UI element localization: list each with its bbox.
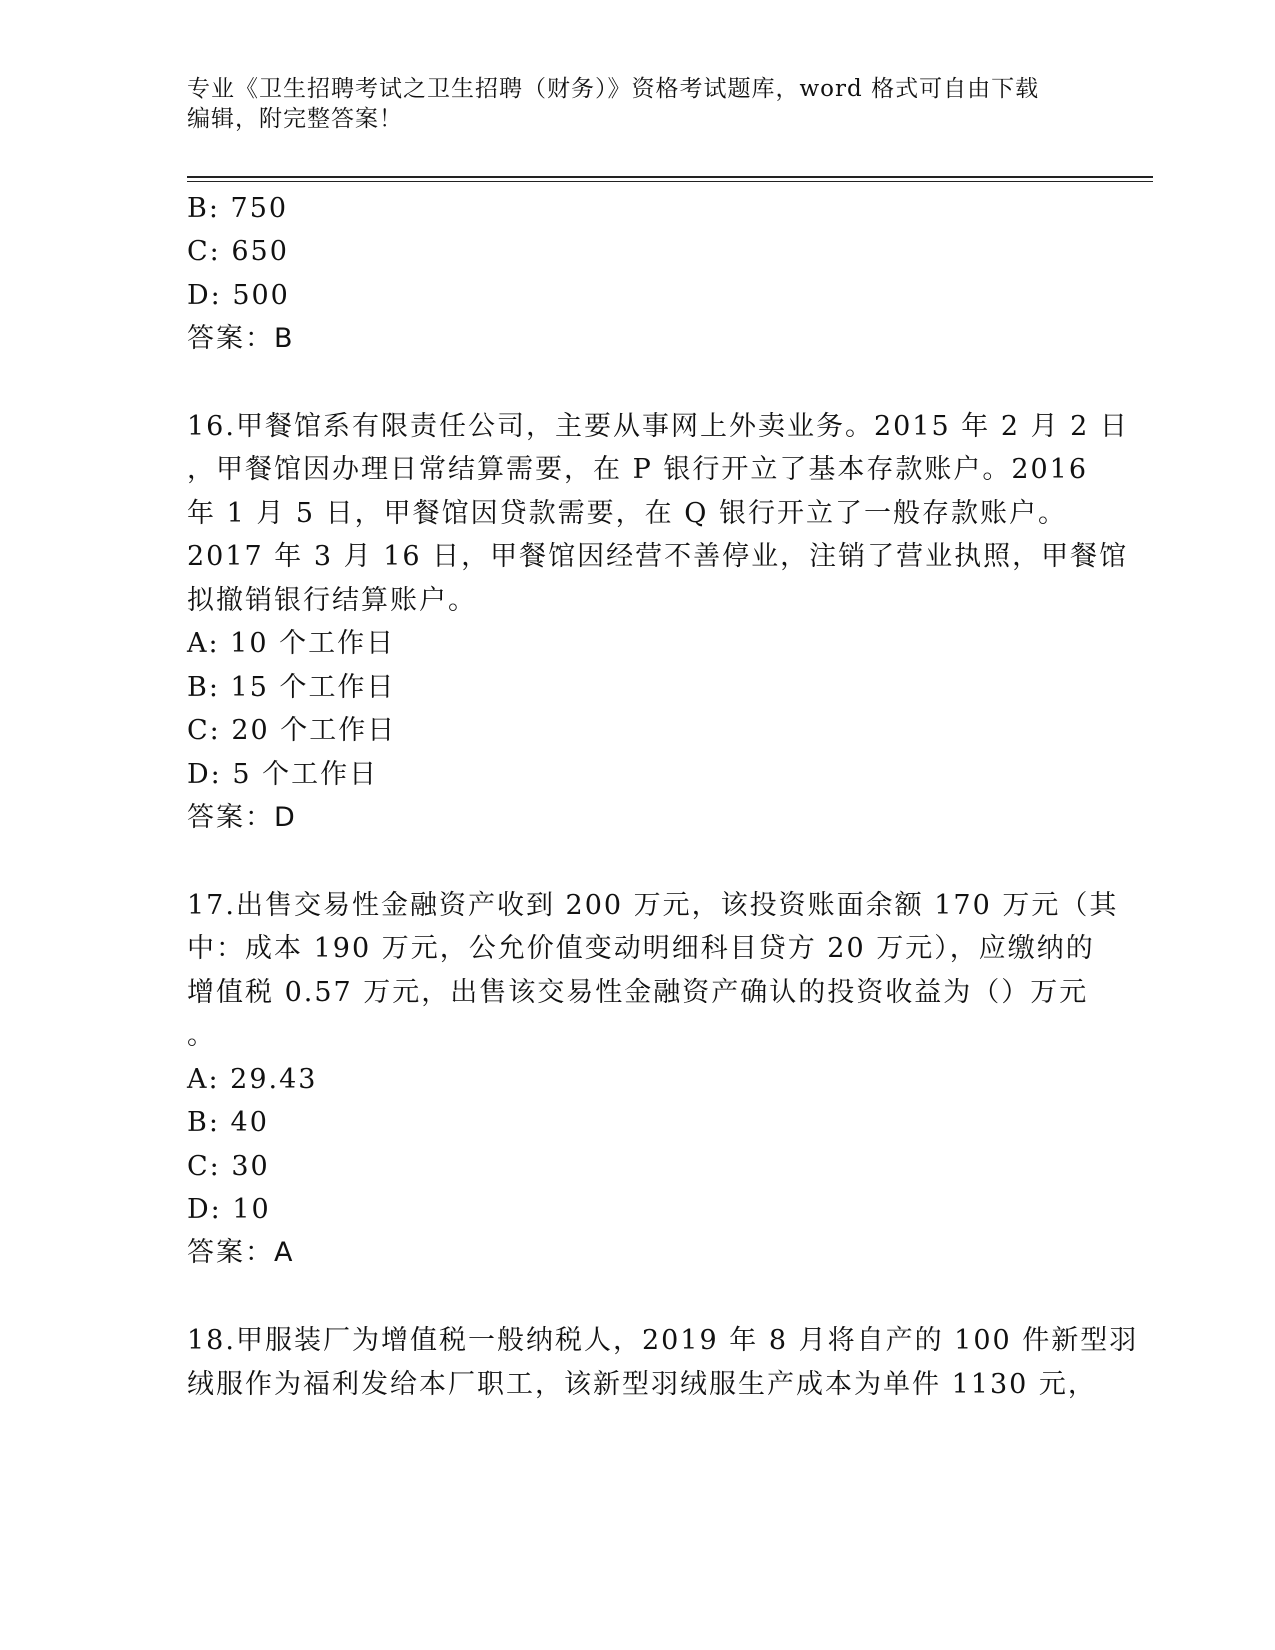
answer: 答案：A (187, 1237, 295, 1268)
answer: 答案：B (187, 323, 295, 354)
header-line-1: 专业《卫生招聘考试之卫生招聘（财务）》资格考试题库，word 格式可自由下载 (187, 76, 1040, 102)
question-text-line: 中：成本 190 万元，公允价值变动明细科目贷方 20 万元），应缴纳的 (187, 933, 1095, 964)
option-d: D: 500 (187, 280, 290, 311)
header-divider-thin (187, 181, 1153, 182)
header-line-2: 编辑，附完整答案！ (187, 106, 403, 132)
option-b: B: 750 (187, 193, 289, 224)
question-text-line: 增值税 0.57 万元，出售该交易性金融资产确认的投资收益为（）万元 (187, 977, 1089, 1008)
option-a: A: 29.43 (187, 1064, 318, 1095)
question-text-line: ，甲餐馆因办理日常结算需要，在 P 银行开立了基本存款账户。2016 (187, 454, 1089, 485)
question-text-line: 年 1 月 5 日，甲餐馆因贷款需要，在 Q 银行开立了一般存款账户。 (187, 498, 1067, 529)
question-text-line: 2017 年 3 月 16 日，甲餐馆因经营不善停业，注销了营业执照，甲餐馆 (187, 541, 1129, 572)
option-a: A: 10 个工作日 (187, 628, 396, 659)
option-c: C: 650 (187, 236, 289, 267)
question-text-line: 17.出售交易性金融资产收到 200 万元，该投资账面余额 170 万元（其 (187, 890, 1119, 921)
option-d: D: 10 (187, 1194, 271, 1225)
option-c: C: 30 (187, 1151, 270, 1182)
question-text-line: 16.甲餐馆系有限责任公司，主要从事网上外卖业务。2015 年 2 月 2 日 (187, 411, 1129, 442)
header-divider (187, 176, 1153, 178)
option-b: B: 40 (187, 1107, 269, 1138)
option-b: B: 15 个工作日 (187, 672, 396, 703)
answer: 答案：D (187, 802, 297, 833)
question-text-line: 拟撤销银行结算账户。 (187, 585, 477, 616)
option-c: C: 20 个工作日 (187, 715, 397, 746)
question-text-line: 绒服作为福利发给本厂职工，该新型羽绒服生产成本为单件 1130 元， (187, 1369, 1097, 1400)
question-text-line: 18.甲服装厂为增值税一般纳税人，2019 年 8 月将自产的 100 件新型羽 (187, 1325, 1139, 1356)
question-text-line: 。 (187, 1020, 216, 1051)
option-d: D: 5 个工作日 (187, 759, 379, 790)
